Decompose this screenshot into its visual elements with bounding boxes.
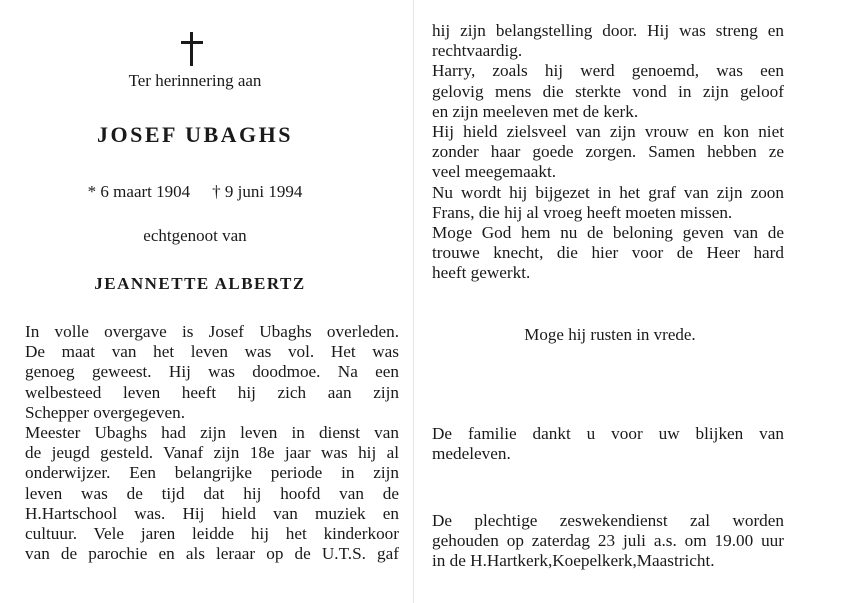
- text-line: heeft gewerkt.: [432, 263, 531, 283]
- death-date: † 9 juni 1994: [212, 182, 303, 201]
- text-line: medeleven.: [432, 444, 511, 464]
- text-line: Hij hield zielsveel van zijn vrouw en kon niet: [432, 122, 784, 142]
- right-body-text: [432, 21, 784, 284]
- text-line: In volle overgave is Josef Ubaghs overleden.: [25, 322, 399, 341]
- text-line: en zijn meeleven met de kerk.: [432, 101, 639, 121]
- text-line: H.Hartschool was. Hij hield van muziek en: [25, 503, 399, 523]
- text-line: Frans, die hij al vroeg heeft moeten missen.: [432, 202, 733, 222]
- text-line: De maat van het leven was vol. Het was: [25, 342, 399, 362]
- text-line: Harry, zoals hij werd genoemd, was een: [432, 61, 784, 81]
- deceased-name: JOSEF UBAGHS: [96, 122, 294, 147]
- text-line: gehouden op zaterdag 23 juli a.s. om 19.00 uur: [432, 531, 784, 551]
- rest-in-peace: Moge hij rusten in vrede.: [524, 325, 696, 344]
- text-line: van de parochie en als leraar op de U.T.S. gaf: [25, 544, 399, 564]
- text-line: Moge God hem nu de beloning geven van de: [432, 223, 784, 243]
- spouse-label: echtgenoot van: [143, 226, 247, 245]
- cross-icon: [181, 32, 203, 66]
- text-line: trouwe knecht, die hier voor de Heer hard: [432, 243, 784, 263]
- thanks-text: [432, 424, 784, 464]
- text-line: zonder haar goede zorgen. Samen hebben ze: [432, 142, 784, 162]
- text-line: hij zijn belangstelling door. Hij was streng en: [432, 21, 784, 40]
- life-dates: [0, 182, 390, 202]
- text-line: welbesteed leven heeft hij zich aan zijn: [25, 382, 399, 402]
- birth-date: * 6 maart 1904: [87, 182, 191, 201]
- text-line: in de H.Hartkerk,Koepelkerk,Maastricht.: [432, 551, 715, 571]
- spouse-name: JEANNETTE ALBERTZ: [94, 274, 306, 293]
- text-line: genoeg geweest. Hij was doodmoe. Na een: [25, 362, 399, 382]
- text-line: De familie dankt u voor uw blijken van: [432, 424, 784, 443]
- text-line: De plechtige zeswekendienst zal worden: [432, 511, 784, 530]
- text-line: veel meegemaakt.: [432, 162, 557, 182]
- text-line: gelovig mens die sterkte vond in zijn geloof: [432, 81, 784, 101]
- service-notice: [432, 511, 784, 572]
- text-line: Meester Ubaghs had zijn leven in dienst van: [25, 423, 399, 443]
- text-line: onderwijzer. Een belangrijke periode in zijn: [25, 463, 399, 483]
- fold-line: [413, 0, 414, 603]
- text-line: Schepper overgegeven.: [25, 402, 186, 422]
- text-line: Nu wordt hij bijgezet in het graf van zijn zoon: [432, 182, 784, 202]
- text-line: rechtvaardig.: [432, 41, 523, 61]
- intro-text: Ter herinnering aan: [128, 71, 262, 90]
- text-line: leven was de tijd dat hij hoofd van de: [25, 483, 399, 503]
- left-body-text: [25, 322, 399, 564]
- text-line: cultuur. Vele jaren leidde hij het kinderkoor: [25, 524, 399, 544]
- text-line: de jeugd gesteld. Vanaf zijn 18e jaar was hij al: [25, 443, 399, 463]
